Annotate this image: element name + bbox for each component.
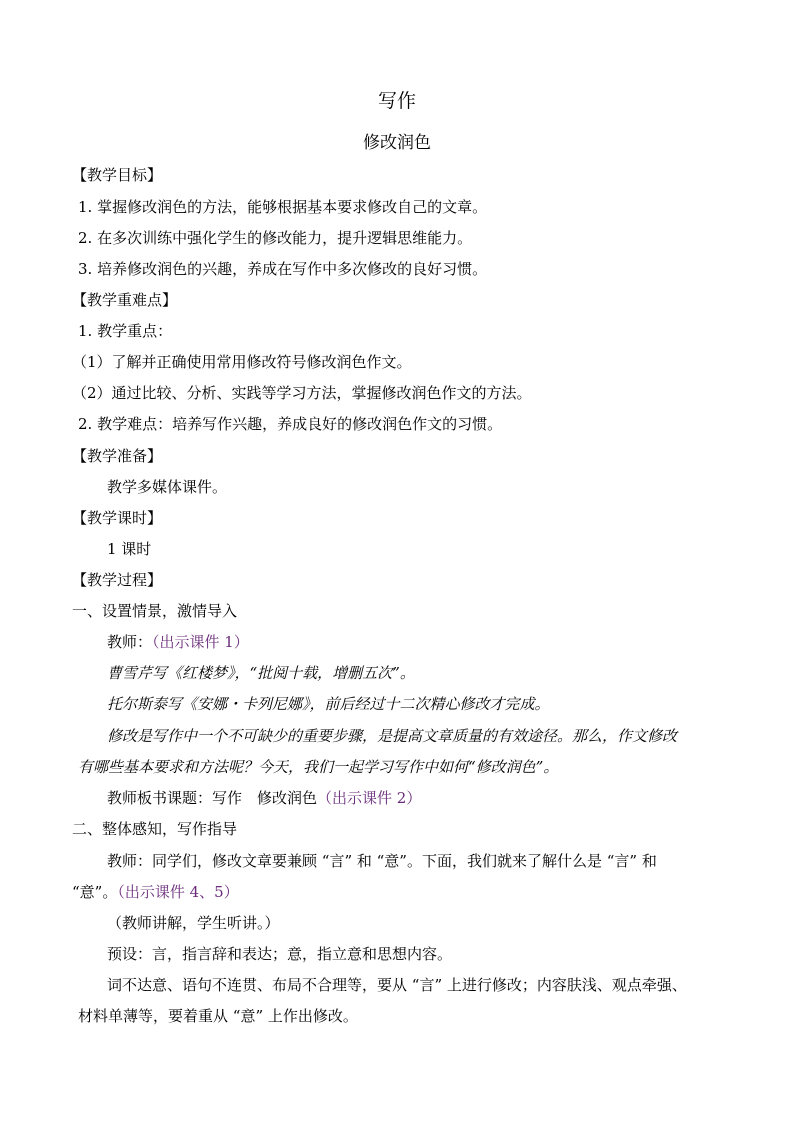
section-heading-key-points: 【教学重难点】: [72, 291, 178, 309]
paragraph-text: “意”。: [72, 883, 118, 901]
preparation-text: 教学多媒体课件。: [107, 478, 228, 496]
slide-note: （出示课件 1）: [152, 633, 249, 651]
process-paragraph: 词不达意、语句不连贯、布局不合理等，要从 “言” 上进行修改；内容肤浅、观点牵强、: [107, 976, 687, 994]
quote-text: 曹雪芹写《红楼梦》，“批阅十载，增删五次”。: [107, 664, 415, 682]
section-heading-preparation: 【教学准备】: [72, 447, 163, 465]
section-heading-goals: 【教学目标】: [72, 166, 163, 184]
quote-text: 修改是写作中一个不可缺少的重要步骤，是提高文章质量的有效途径。那么，作文修改: [107, 727, 678, 745]
document-title: 写作: [377, 90, 416, 112]
process-paragraph: [107, 788, 421, 808]
process-paragraph: （教师讲解，学生听讲。）: [107, 914, 280, 932]
teacher-label: 教师：: [107, 633, 153, 651]
process-paragraph: 教师：同学们，修改文章要兼顾 “言” 和 “意”。下面，我们就来了解什么是 “言” 和: [107, 852, 657, 870]
process-step-heading: 一、设置情景，激情导入: [72, 602, 238, 620]
process-paragraph: 材料单薄等，要着重从 “意” 上作出修改。: [78, 1007, 358, 1025]
process-paragraph: 预设：言，指言辞和表达；意，指立意和思想内容。: [107, 945, 453, 963]
board-text: 教师板书课题：写作 修改润色: [107, 789, 318, 807]
process-step-heading: 二、整体感知，写作指导: [72, 820, 238, 838]
goal-item: 1. 掌握修改润色的方法，能够根据基本要求修改自己的文章。: [78, 198, 488, 216]
process-paragraph: [107, 632, 249, 652]
section-heading-process: 【教学过程】: [72, 571, 163, 589]
quote-text: 有哪些基本要求和方法呢？今天，我们一起学习写作中如何“修改润色”。: [78, 758, 559, 776]
goal-item: 3. 培养修改润色的兴趣，养成在写作中多次修改的良好习惯。: [78, 260, 488, 278]
section-heading-hours: 【教学课时】: [72, 509, 163, 527]
process-paragraph: [72, 882, 239, 902]
document-subtitle: 修改润色: [363, 133, 431, 153]
key-point: 1. 教学重点：: [78, 322, 173, 340]
key-point-sub: （2）通过比较、分析、实践等学习方法，掌握修改润色作文的方法。: [72, 384, 532, 402]
quote-text: 托尔斯泰写《安娜・卡列尼娜》，前后经过十二次精心修改才完成。: [107, 695, 550, 713]
key-point-sub: （1）了解并正确使用常用修改符号修改润色作文。: [72, 353, 412, 371]
hours-text: 1 课时: [107, 540, 152, 558]
goal-item: 2. 在多次训练中强化学生的修改能力，提升逻辑思维能力。: [78, 229, 473, 247]
slide-note: （出示课件 4、5）: [117, 883, 239, 901]
key-point: 2. 教学难点：培养写作兴趣，养成良好的修改润色作文的习惯。: [78, 415, 503, 433]
slide-note: （出示课件 2）: [317, 789, 422, 807]
